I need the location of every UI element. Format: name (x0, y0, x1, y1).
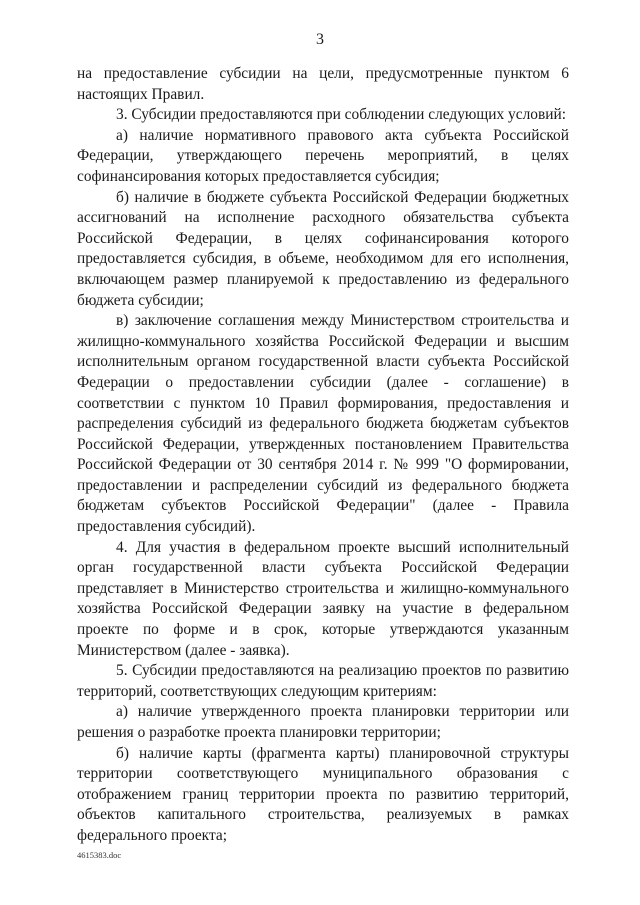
paragraph-clause-3a: а) наличие нормативного правового акта субъекта Российской Федерации, утверждающего перечень мероприятий, в целях софинансирования которых предоставляется субсидия; (77, 126, 569, 185)
paragraph-clause-3b: б) наличие в бюджете субъекта Российской Федерации бюджетных ассигнований на исполнение расходного обязательства субъекта Российской Федерации, в целях софинансирования которого предоставляется субсидия, в объеме, необходимом для его исполнения, включающем размер планируемой к предоставлению из федерального бюджета субсидии; (77, 188, 569, 309)
file-name-footer: 4615383.doc (77, 850, 122, 860)
paragraph-clause-5b: б) наличие карты (фрагмента карты) планировочной структуры территории соответствующего муниципального образования с отображением границ территории проекта по развитию территорий, объектов капитального строительства, реализуемых в рамках федерального проекта; (77, 744, 569, 844)
paragraph-clause-4: 4. Для участия в федеральном проекте высший исполнительный орган государственной власти субъекта Российской Федерации представляет в Министерство строительства и жилищно-коммунального хозяйства Российской Федерации заявку на участие в федеральном проекте по форме и в срок, которые утверждаются указанным Министерством (далее - заявка). (77, 538, 569, 659)
paragraph-clause-5: 5. Субсидии предоставляются на реализацию проектов по развитию территорий, соответствующих следующим критериям: (77, 662, 569, 700)
paragraph-clause-3: 3. Субсидии предоставляются при соблюдении следующих условий: (116, 106, 566, 124)
paragraph-clause-5a: а) наличие утвержденного проекта планировки территории или решения о разработке проекта планировки территории; (77, 703, 569, 741)
page-number: 3 (316, 31, 324, 48)
paragraph-clause-3v: в) заключение соглашения между Министерством строительства и жилищно-коммунального хозяйства Российской Федерации и высшим исполнительным органом государственной власти субъекта Российской Федерации о предоставлении субсидии (далее - соглашение) в соответствии с пунктом 10 Правил формирования, предоставления и распределения субсидий из федерального бюджета бюджетам субъектов Российской Федерации, утвержденных постановлением Правительства Российской Федерации от 30 сентября 2014 г. № 999 "О формировании, предоставлении и распределении субсидий из федерального бюджета бюджетам субъектов Российской Федерации" (далее - Правила предоставления субсидий). (77, 312, 569, 536)
paragraph-continuation: на предоставление субсидии на цели, предусмотренные пунктом 6 настоящих Правил. (77, 65, 569, 103)
document-body (77, 64, 569, 847)
